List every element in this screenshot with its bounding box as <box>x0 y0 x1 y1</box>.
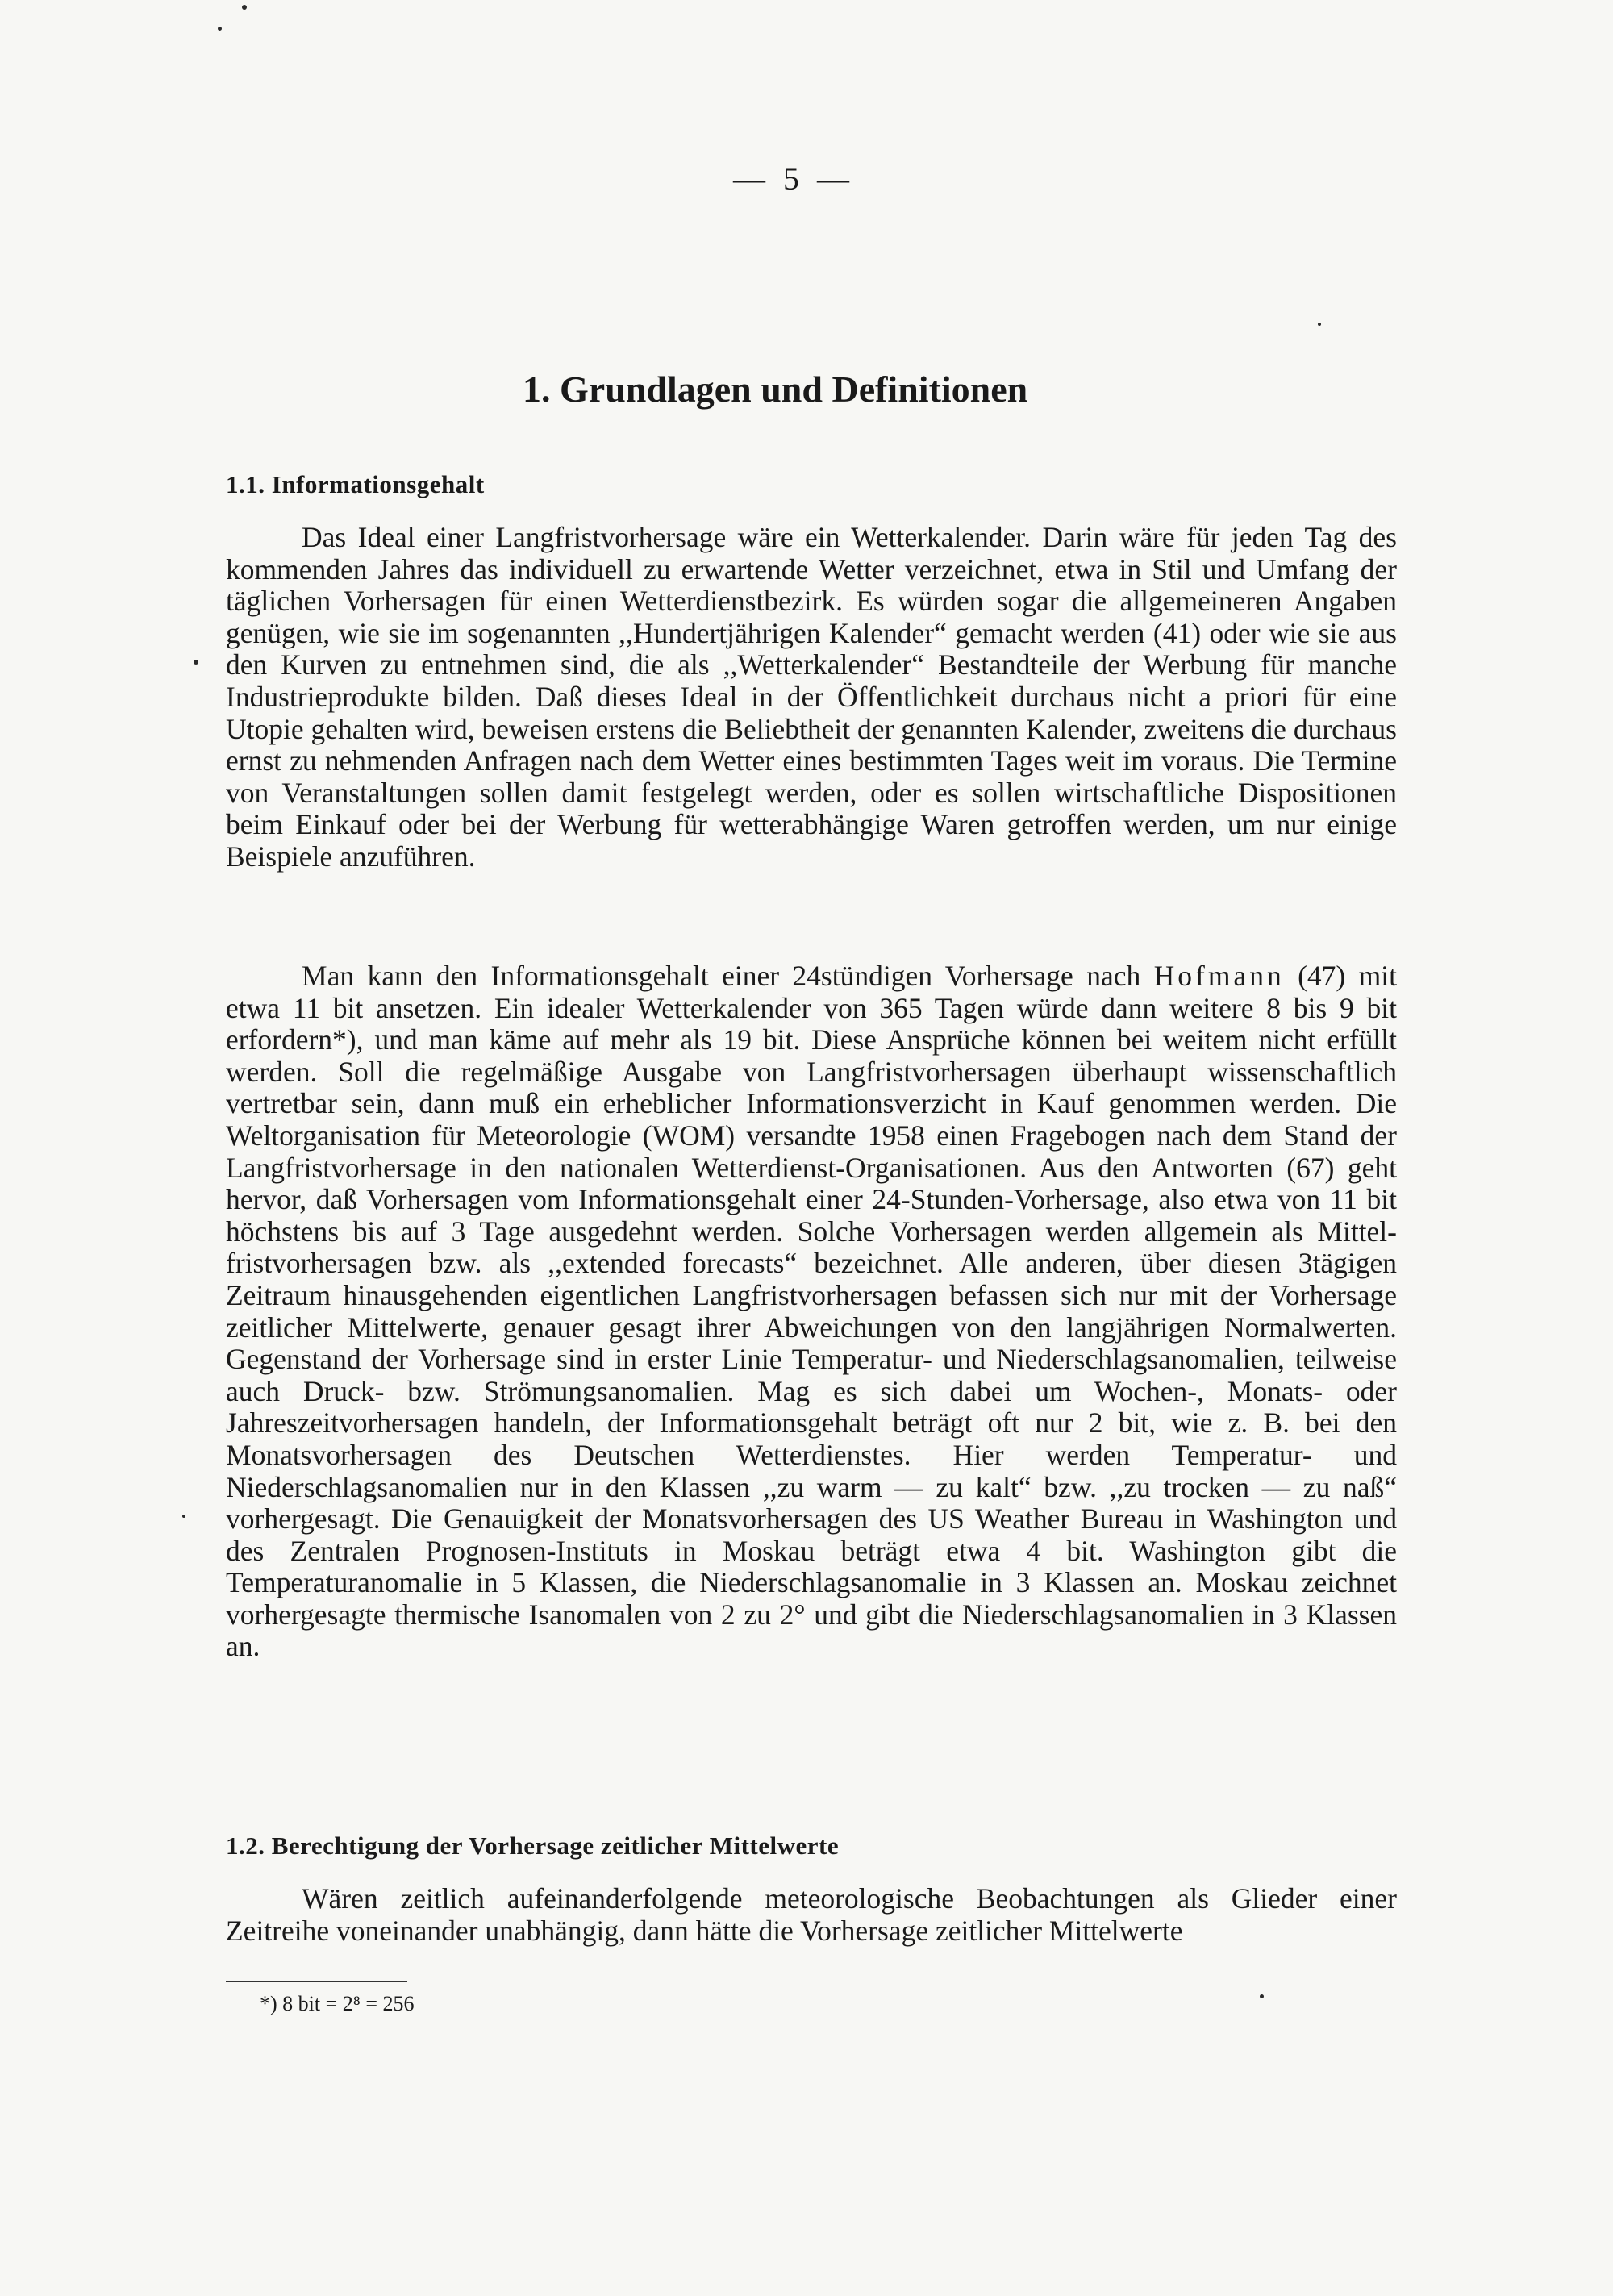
footnote: *) 8 bit = 2⁸ = 256 <box>260 1992 415 2015</box>
author-name: Hofmann <box>1153 960 1285 992</box>
chapter-title: 1. Grundlagen und Definitionen <box>523 369 1028 410</box>
paragraph-text-rest: (47) mit etwa 11 bit ansetzen. Ein idealer Wetterkalender von 365 Tagen würde dann weitere 8 bis 9 bit erfordern*), und man käme auf mehr als 19 bit. Diese Ansprüche können bei weitem nicht erfüllt werden. Soll die regelmäßige Ausgabe von Langfristvorhersagen überhaupt wissenschaftlich vertretbar sein, dann muß ein erheblicher Informationsverzicht in Kauf genommen werden. Die Weltorganisation für Meteorologie (WOM) versandte 1958 einen Fragebogen nach dem Stand der Langfristvorhersage in den nationalen Wetterdienst-Organisationen. Aus den Antworten (67) geht hervor, daß Vorhersagen vom Informationsgehalt einer 24-Stunden-Vorhersage, also etwa von 11 bit höchstens bis auf 3 Tage ausgedehnt werden. Solche Vorhersagen werden allgemein als Mittelfristvorhersagen bzw. als ,,extended forecasts“ bezeichnet. Alle anderen, über diesen 3tägigen Zeitraum hinausgehenden eigentlichen Langfristvorhersagen befassen sich nur mit der Vorhersage zeitlicher Mittelwerte, genauer gesagt ihrer Abweichungen von den langjährigen Normalwerten. Gegenstand der Vorhersage sind in erster Linie Temperatur- und Niederschlagsanomalien, teilweise auch Druck- bzw. Strömungsanomalien. Mag es sich dabei um Wochen-, Monats- oder Jahreszeitvorhersagen handeln, der Informationsgehalt beträgt oft nur 2 bit, wie z. B. bei den Monatsvorhersagen des Deutschen Wetterdienstes. Hier werden Temperatur- und Niederschlagsanomalien nur in den Klassen ,,zu warm — zu kalt“ bzw. ,,zu trocken — zu naß“ vorhergesagt. Die Genauigkeit der Monatsvorhersagen des US Weather Bureau in Washington und des Zentralen Prognosen-Instituts in Moskau beträgt etwa 4 bit. Washington gibt die Temperaturanomalie in 5 Klassen, die Niederschlagsanomalie in 3 Klassen an. Moskau zeichnet vorhergesagte thermische Isanomalen von 2 zu 2° und gibt die Niederschlagsanomalien in 3 Klassen an. <box>226 960 1397 1663</box>
footnote-divider <box>226 1981 407 1982</box>
scan-speck <box>1318 323 1321 326</box>
page-number: — 5 — <box>733 160 854 197</box>
paragraph-wetterkalender: Das Ideal einer Langfristvorhersage wäre ein Wetterkalender. Darin wäre für jeden Tag des kommenden Jahres das individuell zu erwartende Wetter verzeichnet, etwa in Stil und Umfang der täglichen Vorhersagen für einen Wetterdienstbezirk. Es würden sogar die allgemeineren Angaben genügen, wie sie im sogenannten ,,Hundertjährigen Kalender“ gemacht werden (41) oder wie sie aus den Kurven zu entnehmen sind, die als ,,Wetterkalender“ Bestandteile der Werbung für manche Industrieprodukte bilden. Daß dieses Ideal in der Öffentlichkeit durchaus nicht a priori für eine Utopie gehalten wird, beweisen erstens die Beliebtheit der genannten Kalender, zweitens die durchaus ernst zu nehmenden Anfragen nach dem Wetter eines bestimmten Tages weit im voraus. Die Termine von Veranstaltungen sollen damit festgelegt werden, oder es sollen wirtschaftliche Dispositionen beim Einkauf oder bei der Werbung für wetterabhängige Waren getroffen werden, um nur einige Beispiele anzuführen. <box>226 521 1397 873</box>
scan-speck <box>1260 1994 1264 1998</box>
paragraph-informationsgehalt <box>226 960 1397 1663</box>
paragraph-zeitreihe: Wären zeitlich aufeinanderfolgende meteorologische Beobachtungen als Glieder einer Zeitreihe voneinander unabhängig, dann hätte die Vorhersage zeitlicher Mittelwerte <box>226 1882 1397 1947</box>
paragraph-text-start: Man kann den Informationsgehalt einer 24stündigen Vorhersage nach <box>302 960 1154 992</box>
section-heading-informationsgehalt: 1.1. Informationsgehalt <box>226 470 485 498</box>
section-heading-berechtigung: 1.2. Berechtigung der Vorhersage zeitlicher Mittelwerte <box>226 1831 840 1860</box>
scan-speck <box>242 5 247 10</box>
scan-speck <box>194 660 198 665</box>
scan-speck <box>182 1515 185 1518</box>
scan-speck <box>218 27 222 31</box>
